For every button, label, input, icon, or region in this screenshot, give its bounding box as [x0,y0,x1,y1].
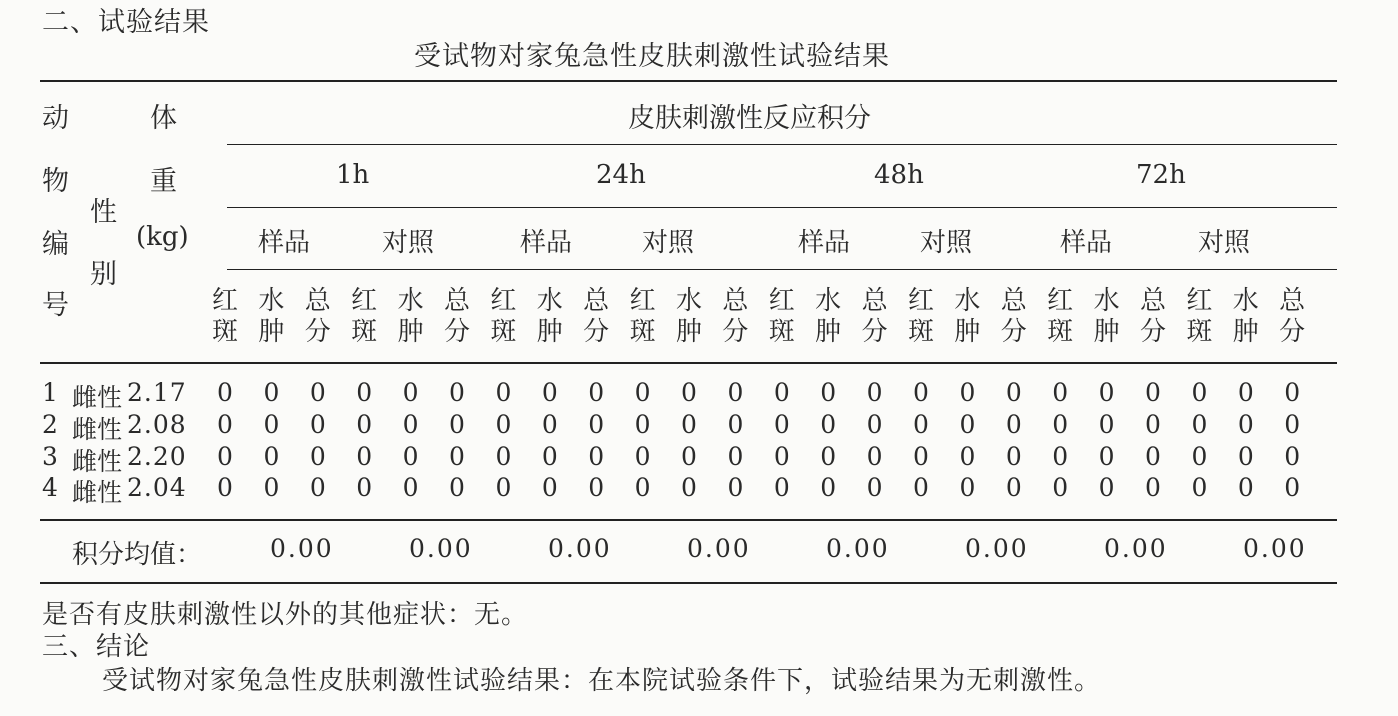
score-cell: 0 [1237,442,1254,471]
score-header-bottom: 分 [861,317,888,347]
score-cell: 0 [1237,378,1254,407]
score-cell: 0 [1284,473,1301,502]
score-cell: 0 [773,473,790,502]
score-cell: 0 [1005,378,1022,407]
score-header-top: 总 [1279,286,1306,316]
score-header-top: 水 [1093,286,1120,316]
score-cell: 0 [681,378,697,407]
score-header-top: 红 [351,286,378,316]
score-cell: 0 [541,410,558,439]
score-cell: 0 [449,473,465,502]
score-cell: 0 [1098,410,1115,439]
score-header-bottom: 分 [1139,317,1166,347]
score-cell: 0 [681,410,697,439]
score-header-bottom: 斑 [1047,317,1074,347]
score-cell: 0 [1145,442,1161,471]
score-header-top: 水 [954,286,981,316]
mean-value: 0.00 [1243,534,1307,563]
score-cell: 0 [634,473,651,502]
treatment-label: 对照 [382,228,435,258]
animal-id: 3 [42,442,58,471]
score-header-top: 红 [490,286,517,316]
score-cell: 0 [913,442,929,471]
score-cell: 0 [820,473,837,502]
score-cell: 0 [356,378,373,407]
mean-value: 0.00 [548,534,612,563]
score-cell: 0 [773,442,790,471]
score-cell: 0 [1145,473,1161,502]
score-cell: 0 [1284,442,1301,471]
score-cell: 0 [309,473,326,502]
score-header-bottom: 斑 [490,317,517,347]
score-cell: 0 [263,378,280,407]
treatment-label: 对照 [920,228,973,258]
score-cell: 0 [541,442,558,471]
score-header-top: 红 [211,286,238,316]
score-header-top: 水 [675,286,702,316]
time-point-72h: 72h [1136,160,1186,190]
animal-id-header-char: 编 [42,229,69,260]
score-header-top: 红 [768,286,795,316]
score-cell: 0 [1052,410,1069,439]
treatment-label: 样品 [1060,228,1113,258]
score-cell: 0 [402,442,419,471]
score-cell: 0 [588,378,605,407]
score-cell: 0 [449,378,465,407]
sex-header-char: 性 [90,197,117,228]
time-point-1h: 1h [336,160,370,190]
score-cell: 0 [1237,473,1254,502]
animal-weight: 2.17 [127,378,187,407]
score-header-top: 红 [907,286,934,316]
treatment-label: 样品 [258,228,311,258]
score-header-top: 总 [861,286,888,316]
score-cell: 0 [727,473,744,502]
score-cell: 0 [1005,442,1022,471]
score-cell: 0 [1191,442,1208,471]
score-header-bottom: 分 [583,317,610,347]
score-header-bottom: 肿 [1232,317,1259,347]
score-header-bottom: 斑 [907,317,934,347]
score-header-bottom: 分 [443,317,470,347]
score-cell: 0 [913,378,929,407]
table-top-rule [40,80,1337,82]
score-cell: 0 [959,473,976,502]
score-cell: 0 [217,410,233,439]
score-header-bottom: 分 [722,317,749,347]
conclusion-text: 受试物对家兔急性皮肤刺激性试验结果：在本院试验条件下，试验结果为无刺激性。 [102,666,1102,696]
score-cell: 0 [1098,442,1115,471]
score-cell: 0 [634,378,651,407]
score-cell: 0 [727,442,744,471]
score-cell: 0 [1052,378,1069,407]
score-header-top: 红 [629,286,656,316]
mean-value: 0.00 [826,534,890,563]
mean-value: 0.00 [1104,534,1168,563]
score-header-top: 总 [583,286,610,316]
score-cell: 0 [681,442,697,471]
score-cell: 0 [309,378,326,407]
score-cell: 0 [1005,410,1022,439]
treatment-label: 样品 [520,228,573,258]
treatment-label: 对照 [1198,228,1251,258]
animal-weight: 2.04 [127,473,187,502]
score-cell: 0 [634,410,651,439]
score-header-top: 水 [815,286,842,316]
score-cell: 0 [495,410,512,439]
score-cell: 0 [866,378,883,407]
score-cell: 0 [356,410,373,439]
score-cell: 0 [402,378,419,407]
score-cell: 0 [449,442,465,471]
score-header-bottom: 肿 [815,317,842,347]
score-cell: 0 [495,378,512,407]
score-cell: 0 [1237,410,1254,439]
score-cell: 0 [866,442,883,471]
score-cell: 0 [913,473,929,502]
animal-sex: 雌性 [72,478,123,507]
other-symptoms: 是否有皮肤刺激性以外的其他症状：无。 [42,600,529,630]
score-header-bottom: 斑 [351,317,378,347]
score-header-bottom: 斑 [768,317,795,347]
score-cell: 0 [1284,378,1301,407]
score-cell: 0 [588,473,605,502]
score-header-top: 水 [397,286,424,316]
score-header-top: 水 [258,286,285,316]
score-cell: 0 [309,442,326,471]
score-header-top: 总 [304,286,331,316]
score-cell: 0 [541,378,558,407]
score-cell: 0 [1145,410,1161,439]
score-cell: 0 [1191,473,1208,502]
score-header-top: 水 [536,286,563,316]
score-cell: 0 [727,378,744,407]
score-header-bottom: 分 [1279,317,1306,347]
mean-value: 0.00 [965,534,1029,563]
score-cell: 0 [217,473,233,502]
score-header-top: 水 [1232,286,1259,316]
time-point-24h: 24h [596,160,646,190]
animal-id-header-char: 号 [42,290,69,321]
score-header-bottom: 肿 [675,317,702,347]
time-header-rule [227,207,1337,208]
table-bottom-rule [40,582,1337,584]
score-cell: 0 [588,442,605,471]
table-title: 受试物对家兔急性皮肤刺激性试验结果 [414,41,890,72]
weight-unit: (kg) [136,222,189,252]
header-bottom-rule [40,362,1337,364]
score-cell: 0 [495,442,512,471]
score-header-top: 红 [1186,286,1213,316]
score-cell: 0 [1284,410,1301,439]
weight-header-char: 重 [150,166,177,197]
score-cell: 0 [402,473,419,502]
score-cell: 0 [727,410,744,439]
score-cell: 0 [402,410,419,439]
score-cell: 0 [1005,473,1022,502]
score-cell: 0 [1145,378,1161,407]
score-cell: 0 [773,410,790,439]
score-cell: 0 [356,442,373,471]
score-cell: 0 [820,378,837,407]
score-cell: 0 [309,410,326,439]
animal-id-header-char: 动 [42,103,69,134]
score-cell: 0 [217,442,233,471]
score-header-top: 总 [1139,286,1166,316]
score-cell: 0 [1098,378,1115,407]
score-cell: 0 [1191,378,1208,407]
score-cell: 0 [681,473,697,502]
score-header-top: 总 [722,286,749,316]
score-cell: 0 [541,473,558,502]
animal-weight: 2.08 [127,410,187,439]
score-cell: 0 [959,442,976,471]
group-header: 皮肤刺激性反应积分 [628,103,871,134]
group-header-rule [227,144,1337,145]
time-point-48h: 48h [874,160,924,190]
score-header-bottom: 斑 [1186,317,1213,347]
animal-id: 2 [42,410,58,439]
score-cell: 0 [634,442,651,471]
animal-sex: 雌性 [72,415,123,444]
data-bottom-rule [40,519,1337,521]
score-header-bottom: 分 [304,317,331,347]
weight-header-char: 体 [150,103,177,134]
score-cell: 0 [356,473,373,502]
score-header-bottom: 肿 [536,317,563,347]
score-cell: 0 [217,378,233,407]
score-cell: 0 [263,442,280,471]
mean-label: 积分均值： [72,540,203,570]
section3-heading: 三、结论 [42,632,151,662]
mean-value: 0.00 [687,534,751,563]
score-cell: 0 [959,410,976,439]
score-header-bottom: 肿 [1093,317,1120,347]
sex-header-char: 别 [90,259,117,290]
score-header-bottom: 斑 [629,317,656,347]
mean-value: 0.00 [270,534,334,563]
score-cell: 0 [913,410,929,439]
score-cell: 0 [1191,410,1208,439]
score-cell: 0 [263,410,280,439]
treatment-label: 样品 [798,228,851,258]
score-header-bottom: 肿 [954,317,981,347]
treatment-label: 对照 [642,228,695,258]
score-header-bottom: 斑 [211,317,238,347]
score-cell: 0 [495,473,512,502]
mean-value: 0.00 [409,534,473,563]
score-cell: 0 [1052,442,1069,471]
animal-weight: 2.20 [127,442,187,471]
animal-id: 4 [42,473,58,502]
score-cell: 0 [866,473,883,502]
score-cell: 0 [959,378,976,407]
animal-sex: 雌性 [72,383,123,412]
score-cell: 0 [820,442,837,471]
section2-heading: 二、试验结果 [42,7,210,38]
score-header-top: 总 [443,286,470,316]
score-cell: 0 [588,410,605,439]
score-header-top: 红 [1047,286,1074,316]
score-header-top: 总 [1000,286,1027,316]
score-cell: 0 [773,378,790,407]
animal-sex: 雌性 [72,447,123,476]
score-cell: 0 [1098,473,1115,502]
score-cell: 0 [263,473,280,502]
score-cell: 0 [449,410,465,439]
animal-id-header-char: 物 [42,166,69,197]
score-cell: 0 [1052,473,1069,502]
score-header-bottom: 分 [1000,317,1027,347]
animal-id: 1 [42,378,58,407]
score-header-bottom: 肿 [258,317,285,347]
treatment-header-rule [227,269,1337,270]
score-cell: 0 [866,410,883,439]
score-header-bottom: 肿 [397,317,424,347]
score-cell: 0 [820,410,837,439]
